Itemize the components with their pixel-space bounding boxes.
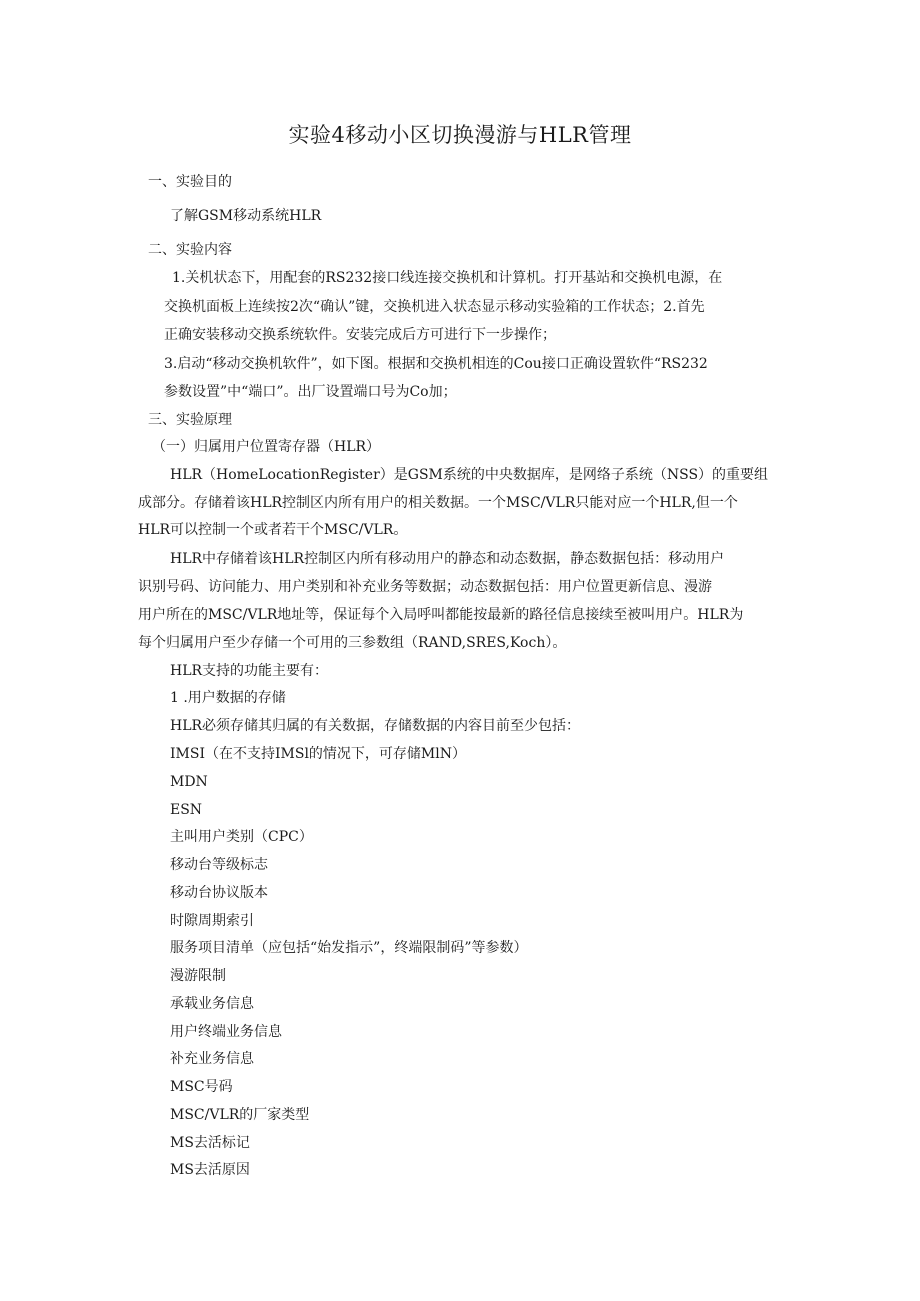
data-list-item: 补充业务信息 [170, 1051, 254, 1067]
data-list-item: 用户终端业务信息 [170, 1024, 282, 1040]
section-heading-purpose: 一、实验目的 [148, 174, 232, 190]
data-list-item: 时隙周期索引 [170, 913, 254, 929]
data-list-item: 主叫用户类别（CPC） [170, 829, 313, 845]
section-heading-content: 二、实验内容 [148, 242, 232, 258]
paragraph-line: 每个归属用户至少存储一个可用的三参数组（RAND,SRES,Koch）。 [138, 635, 567, 651]
paragraph-line: HLR（HomeLocationRegister）是GSM系统的中央数据库，是网络子系统（NSS）的重要组 [170, 467, 769, 483]
step3-line: 参数设置”中“端口”。出厂设置端口号为Co加； [164, 384, 457, 400]
data-list-item: MDN [170, 774, 208, 790]
step1-line: 正确安装移动交换系统软件。安装完成后方可进行下一步操作； [164, 327, 556, 343]
step1-line: 交换机面板上连续按2次“确认”键，交换机进入状态显示移动实验箱的工作状态；2.首先 [164, 299, 705, 315]
data-list-item: 服务项目清单（应包括“始发指示”，终端限制码”等参数） [170, 940, 528, 956]
data-list-item: IMSI（在不支持IMSl的情况下，可存储MlN） [170, 746, 466, 762]
data-list-item: 漫游限制 [170, 968, 226, 984]
paragraph-line: 成部分。存储着该HLR控制区内所有用户的相关数据。一个MSC/VLR只能对应一个HLR,但一个 [138, 495, 738, 511]
paragraph-line: HLR可以控制一个或者若干个MSC/VLR。 [138, 522, 408, 538]
paragraph-line: 识别号码、访问能力、用户类别和补充业务等数据；动态数据包括：用户位置更新信息、漫游 [138, 579, 712, 595]
data-list-item: 移动台协议版本 [170, 885, 268, 901]
data-list-item: MSC/VLR的厂家类型 [170, 1107, 310, 1123]
subsection-heading-hlr: （一）归属用户位置寄存器（HLR） [152, 439, 381, 455]
functions-intro: HLR支持的功能主要有： [170, 663, 329, 679]
data-list-item: 移动台等级标志 [170, 857, 268, 873]
step3-line: 3.启动“移动交换机软件”，如下图。根据和交换机相连的Cou接口正确设置软件“RS232 [164, 356, 708, 372]
data-list-item: ESN [170, 802, 203, 818]
data-list-item: MS去活原因 [170, 1162, 250, 1178]
function-heading: 1 .用户数据的存储 [170, 690, 286, 706]
document-title: 实验4移动小区切换漫游与HLR管理 [288, 123, 632, 147]
function-intro: HLR必须存储其归属的有关数据，存储数据的内容目前至少包括： [170, 718, 581, 734]
section-heading-principle: 三、实验原理 [148, 412, 232, 428]
data-list-item: MSC号码 [170, 1079, 233, 1095]
paragraph-line: 用户所在的MSC/VLR地址等，保证每个入局呼叫都能按最新的路径信息接续至被叫用户。HLR为 [138, 607, 744, 623]
data-list-item: MS去活标记 [170, 1135, 250, 1151]
section-body-purpose: 了解GSM移动系统HLR [170, 208, 322, 224]
paragraph-line: HLR中存储着该HLR控制区内所有移动用户的静态和动态数据，静态数据包括：移动用户 [170, 551, 725, 567]
step1-line: 1.关机状态下，用配套的RS232接口线连接交换机和计算机。打开基站和交换机电源，在 [172, 270, 723, 286]
data-list-item: 承载业务信息 [170, 996, 254, 1012]
